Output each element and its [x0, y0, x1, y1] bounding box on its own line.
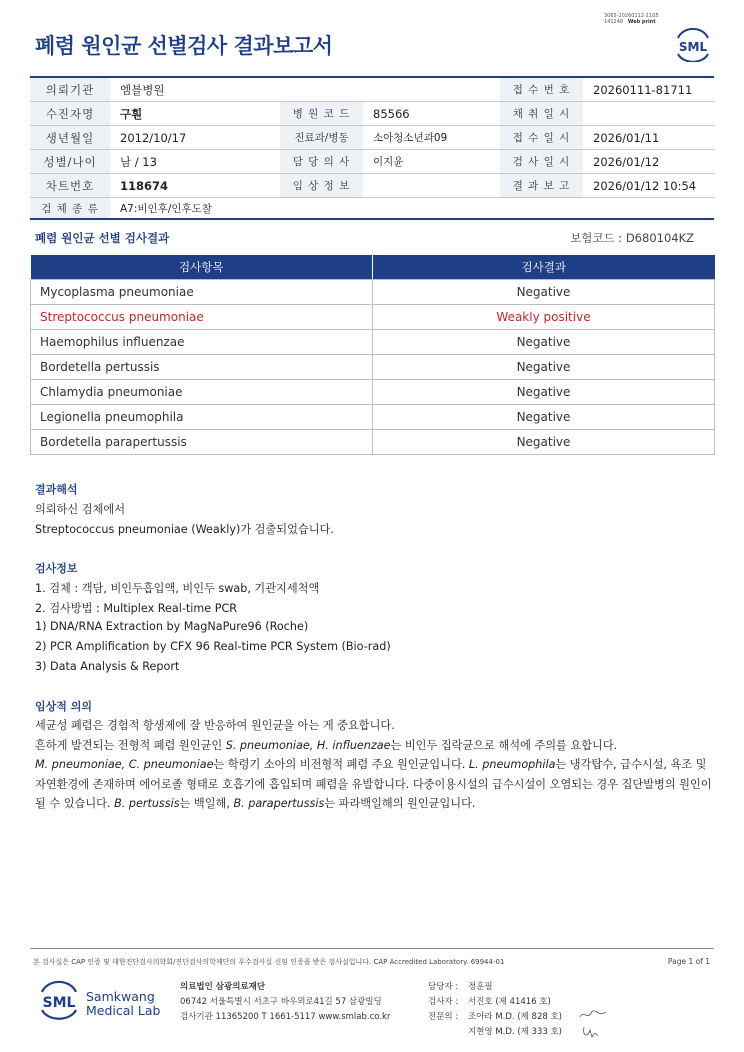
- accession-number: 20260111-81711: [593, 82, 693, 97]
- patient-name: 구훤: [120, 106, 143, 121]
- table-row: [31, 429, 715, 454]
- print-meta-line1: 3065-20260112-1105: [604, 13, 659, 19]
- test-result: Negative: [373, 279, 715, 304]
- label-received-time: 접 수 일 시: [500, 126, 583, 149]
- sml-footer-logo-icon: [37, 980, 81, 1020]
- signature-1-icon: [578, 1008, 608, 1022]
- test-info-line: 1) DNA/RNA Extraction by MagNaPure96 (Roche): [35, 620, 309, 633]
- table-row: [31, 329, 715, 354]
- footer-logo-text: SML: [42, 995, 76, 1011]
- test-info-line: 2) PCR Amplification by CFX 96 Real-time PCR System (Bio-rad): [35, 640, 391, 653]
- label-department: 진료과/병동: [280, 126, 363, 149]
- report-title: 폐렴 원인균 선별검사 결과보고서: [35, 34, 333, 58]
- test-time: 2026/01/12: [593, 154, 660, 169]
- test-result: Negative: [373, 429, 715, 454]
- clinical-paragraph: [35, 716, 715, 814]
- label-specimen-type: 검 체 종 류: [30, 198, 110, 218]
- col-header-result: 검사결과: [373, 255, 715, 279]
- label-chart-number: 차트번호: [30, 174, 110, 197]
- logo-text: SML: [678, 40, 708, 54]
- table-row: [31, 404, 715, 429]
- results-table: [30, 255, 715, 455]
- label-birth-date: 생년월일: [30, 126, 110, 149]
- brand-name: Samkwang Medical Lab: [86, 989, 161, 1018]
- label-requesting-institution: 의뢰기관: [30, 78, 110, 101]
- interpretation-line: Streptococcus pneumoniae (Weakly)가 검출되었습니다.: [35, 523, 334, 536]
- print-meta-code: 141248: [604, 19, 624, 25]
- interpretation-title: 결과해석: [35, 483, 78, 496]
- test-item: Bordetella parapertussis: [31, 429, 373, 454]
- test-result: Negative: [373, 379, 715, 404]
- report-time: 2026/01/12 10:54: [593, 178, 697, 193]
- clinical-p2: 흔하게 발견되는 전형적 폐렴 원인균인 S. pneumoniae, H. influenzae는 비인두 집락균으로 해석에 주의를 요합니다.: [35, 738, 618, 752]
- test-info-title: 검사정보: [35, 562, 78, 575]
- patient-info-table: [30, 76, 714, 220]
- footer-divider: [30, 948, 714, 949]
- test-info-line: 2. 검사방법 : Multiplex Real-time PCR: [35, 602, 238, 615]
- staff-row: 전문의 : 조아라 M.D. (제 828 호): [428, 1012, 563, 1022]
- clinical-title: 임상적 의의: [35, 700, 92, 713]
- test-info-line: 1. 검체 : 객담, 비인두흡입액, 비인두 swab, 기관지세척액: [35, 582, 320, 595]
- col-header-item: 검사항목: [31, 255, 373, 279]
- clinical-info: [363, 174, 500, 197]
- test-item: Bordetella pertussis: [31, 354, 373, 379]
- label-accession-number: 접 수 번 호: [500, 78, 583, 101]
- page-number: Page 1 of 1: [667, 957, 710, 966]
- label-report-time: 결 과 보 고: [500, 174, 583, 197]
- table-row-positive: [31, 304, 715, 329]
- organization-info: [180, 980, 390, 1025]
- staff-row: 담당자 : 정훈필: [428, 982, 493, 992]
- test-info-line: 3) Data Analysis & Report: [35, 660, 180, 673]
- test-result: Weakly positive: [373, 304, 715, 329]
- staff-list: [428, 980, 562, 1040]
- label-patient-name: 수진자명: [30, 102, 110, 125]
- table-row: [31, 279, 715, 304]
- info-row: [30, 102, 714, 126]
- info-row: [30, 78, 714, 102]
- label-collection-time: 채 취 일 시: [500, 102, 583, 125]
- label-hospital-code: 병 원 코 드: [280, 102, 363, 125]
- staff-row: 지현영 M.D. (제 333 호): [468, 1027, 563, 1037]
- results-section-title: 폐렴 원인균 선별 검사결과: [35, 231, 170, 245]
- received-time: 2026/01/11: [593, 130, 660, 145]
- label-sex-age: 성별/나이: [30, 150, 110, 173]
- print-meta-label: Web print: [627, 19, 656, 25]
- specimen-type: A7:비인후/인후도찰: [120, 202, 212, 215]
- birth-date: 2012/10/17: [120, 130, 187, 145]
- test-item: Chlamydia pneumoniae: [31, 379, 373, 404]
- requesting-institution: 엠블병원: [120, 82, 165, 97]
- table-row: [31, 379, 715, 404]
- sex-age: 남 / 13: [120, 154, 157, 169]
- test-item: Mycoplasma pneumoniae: [31, 279, 373, 304]
- info-row: [30, 198, 714, 220]
- label-physician: 담 당 의 사: [280, 150, 363, 173]
- label-test-time: 검 사 일 시: [500, 150, 583, 173]
- signature-2-icon: [580, 1024, 602, 1040]
- info-row: [30, 126, 714, 150]
- label-clinical-info: 임 상 정 보: [280, 174, 363, 197]
- org-name: 의료법인 삼광의료재단: [180, 982, 266, 992]
- test-item: Haemophilus influenzae: [31, 329, 373, 354]
- interpretation-line: 의뢰하신 검체에서: [35, 503, 126, 516]
- info-row: [30, 150, 714, 174]
- clinical-p1: 세균성 폐렴은 경험적 항생제에 잘 반응하여 원인균을 아는 게 중요합니다.: [35, 719, 395, 732]
- info-row: [30, 174, 714, 198]
- staff-row: 검사자 : 서진호 (제 41416 호): [428, 997, 551, 1007]
- test-item: Legionella pneumophila: [31, 404, 373, 429]
- department: 소아청소년과09: [373, 132, 448, 144]
- test-result: Negative: [373, 354, 715, 379]
- clinical-p3: M. pneumoniae, C. pneumoniae는 학령기 소아의 비전형적 폐렴 주요 원인균입니다. L. pneumophila는 냉각탑수, 급수시설, 욕조 및 자연환경에 존재하며 에어로졸 형태로 호흡기에 흡입되며 폐렴을 유발합니다. 다중이용시설의 급수시설이 오염되는 경우 집단발병의 원인이 될 수 있습니다. B. pertussis는 백일해, B. parapertussis는 파라백일해의 원인균입니다.: [35, 758, 712, 810]
- collection-time: [583, 102, 714, 125]
- accreditation-note: 본 검사실은 CAP 인증 및 대한진단검사의학회/진단검사의학재단의 우수검사실 신임 인증을 받은 검사실입니다. CAP Accredited Laboratory. 69944-01: [33, 958, 505, 966]
- chart-number: 118674: [120, 178, 169, 193]
- sml-logo-icon: [673, 28, 713, 62]
- physician: 이지윤: [373, 156, 404, 168]
- org-address: 06742 서울특별시 서초구 바우뫼로41길 57 삼광빌딩: [180, 997, 382, 1007]
- table-row: [31, 354, 715, 379]
- test-result: Negative: [373, 404, 715, 429]
- org-contact: 검사기관 11365200 T 1661-5117 www.smlab.co.kr: [180, 1012, 391, 1022]
- results-header-row: [31, 255, 715, 279]
- hospital-code: 85566: [373, 106, 410, 121]
- test-item: Streptococcus pneumoniae: [31, 304, 373, 329]
- test-result: Negative: [373, 329, 715, 354]
- insurance-code: 보험코드 : D680104KZ: [570, 231, 694, 245]
- print-meta: [604, 13, 659, 25]
